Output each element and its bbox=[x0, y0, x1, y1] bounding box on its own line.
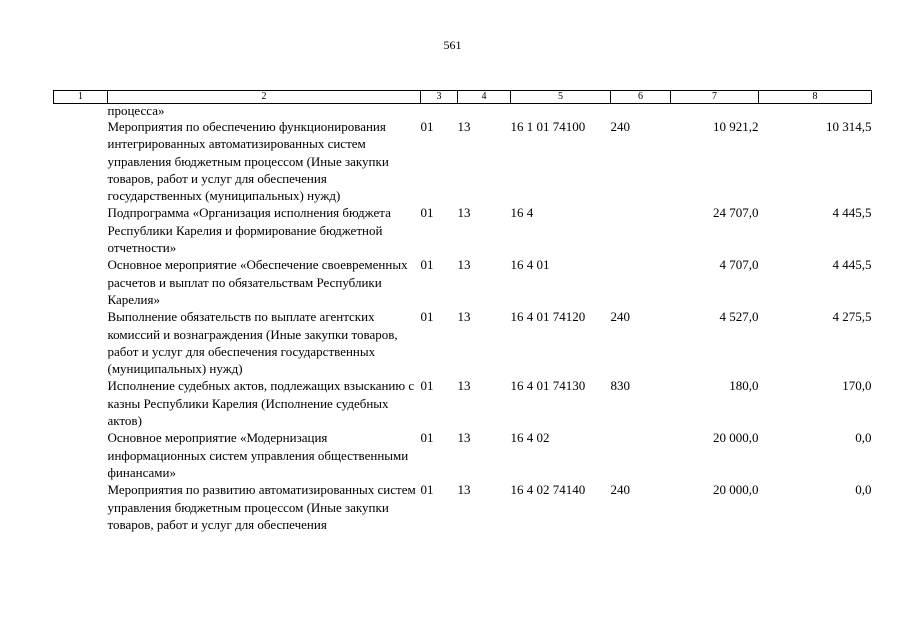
table-row bbox=[54, 118, 872, 204]
row-target-code: 16 4 01 74130 bbox=[510, 378, 586, 394]
row-expense-type: 240 bbox=[610, 119, 630, 134]
row-section: 01 bbox=[420, 378, 434, 394]
row-subsection: 13 bbox=[457, 257, 471, 273]
row-name: Мероприятия по развитию автоматизированных систем управления бюджетным процессом (Иные закупки товаров, работ и услуг для обеспечения bbox=[107, 482, 416, 532]
row-amount-8: 4 445,5 bbox=[832, 257, 872, 273]
row-amount-7: 24 707,0 bbox=[713, 205, 759, 221]
row-section: 01 bbox=[420, 119, 434, 134]
row-target-code: 16 4 bbox=[510, 205, 534, 221]
column-header-6: 6 bbox=[611, 91, 671, 104]
row-amount-7: 4 527,0 bbox=[719, 309, 759, 325]
row-name: Подпрограмма «Организация исполнения бюджета Республики Карелия и формирование бюджетной отчетности» bbox=[107, 205, 391, 256]
row-section: 01 bbox=[420, 257, 434, 273]
table-row bbox=[54, 308, 872, 377]
row-target-code: 16 4 02 bbox=[510, 430, 550, 446]
row-amount-7: 10 921,2 bbox=[713, 119, 759, 134]
row-amount-7: 20 000,0 bbox=[713, 430, 759, 446]
column-header-7: 7 bbox=[671, 91, 759, 104]
row-subsection: 13 bbox=[457, 309, 471, 325]
column-header-8: 8 bbox=[759, 91, 872, 104]
row-name: Основное мероприятие «Модернизация информационных систем управления общественными финансами» bbox=[107, 430, 409, 480]
row-expense-type: 240 bbox=[610, 482, 630, 498]
column-header-2: 2 bbox=[108, 91, 421, 104]
table-row bbox=[54, 377, 872, 429]
budget-table bbox=[53, 90, 872, 533]
row-expense-type: 830 bbox=[610, 378, 630, 394]
row-section: 01 bbox=[420, 309, 434, 325]
row-amount-7: 20 000,0 bbox=[713, 482, 759, 498]
row-subsection: 13 bbox=[457, 378, 471, 394]
column-header-5: 5 bbox=[511, 91, 611, 104]
row-target-code: 16 4 01 bbox=[510, 257, 550, 273]
column-header-3: 3 bbox=[421, 91, 458, 104]
row-subsection: 13 bbox=[457, 430, 471, 446]
row-amount-8: 170,0 bbox=[842, 378, 872, 394]
row-subsection: 13 bbox=[457, 205, 471, 221]
continuation-text: процесса» bbox=[107, 103, 165, 118]
row-section: 01 bbox=[420, 205, 434, 221]
table-row bbox=[54, 256, 872, 308]
column-header-1: 1 bbox=[54, 91, 108, 104]
row-amount-8: 0,0 bbox=[855, 430, 872, 446]
row-target-code: 16 4 02 74140 bbox=[510, 482, 586, 498]
row-amount-8: 4 275,5 bbox=[832, 309, 872, 325]
column-header-4: 4 bbox=[458, 91, 511, 104]
row-name: Исполнение судебных актов, подлежащих взысканию с казны Республики Карелия (Исполнение судебных актов) bbox=[107, 378, 415, 429]
row-amount-8: 4 445,5 bbox=[832, 205, 872, 221]
table-row bbox=[54, 204, 872, 256]
row-subsection: 13 bbox=[457, 482, 471, 498]
row-expense-type bbox=[611, 204, 671, 256]
row-amount-7: 180,0 bbox=[729, 378, 759, 394]
row-section: 01 bbox=[420, 482, 434, 498]
row-amount-7: 4 707,0 bbox=[719, 257, 759, 273]
row-expense-type bbox=[611, 256, 671, 308]
row-name: Основное мероприятие «Обеспечение своевременных расчетов и выплат по обязательствам Республики Карелия» bbox=[107, 257, 408, 307]
row-expense-type bbox=[611, 429, 671, 481]
table-row bbox=[54, 429, 872, 481]
row-section: 01 bbox=[420, 430, 434, 446]
continuation-row bbox=[54, 104, 872, 119]
row-amount-8: 10 314,5 bbox=[826, 119, 872, 134]
row-name: Мероприятия по обеспечению функционирования интегрированных автоматизированных систем управления бюджетным процессом (Иные закупки товаров, работ и услуг для обеспечения государственных (муниципальных) нужд) bbox=[107, 119, 389, 204]
row-subsection: 13 bbox=[457, 119, 471, 134]
table-row bbox=[54, 481, 872, 533]
row-expense-type: 240 bbox=[610, 309, 630, 325]
row-amount-8: 0,0 bbox=[855, 482, 872, 498]
row-name: Выполнение обязательств по выплате агентских комиссий и вознаграждения (Иные закупки товаров, работ и услуг для обеспечения государственных (муниципальных) нужд) bbox=[107, 309, 398, 377]
row-target-code: 16 1 01 74100 bbox=[510, 119, 586, 134]
page-number: 561 bbox=[443, 38, 462, 52]
row-target-code: 16 4 01 74120 bbox=[510, 309, 586, 325]
column-number-header bbox=[54, 91, 872, 104]
